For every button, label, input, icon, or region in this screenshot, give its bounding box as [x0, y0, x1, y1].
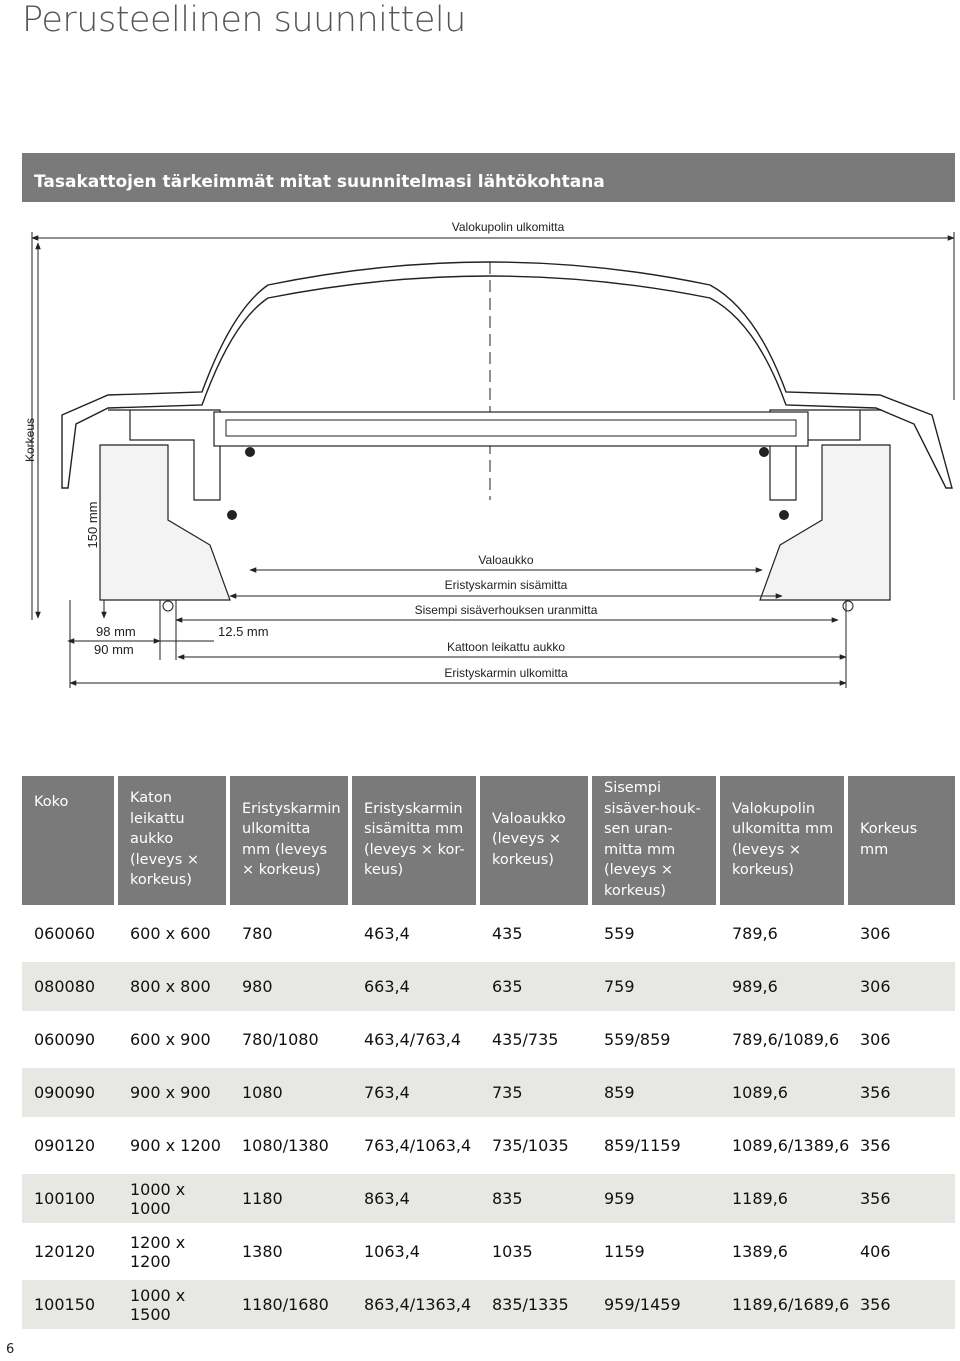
table-cell: 735/1035	[480, 1117, 592, 1170]
table-cell: 1063,4	[352, 1223, 480, 1276]
table-cell: 306	[848, 905, 955, 958]
table-cell: 356	[848, 1064, 955, 1117]
header-skylight-outer: Valokupolin ulkomitta mm (leveys × korkeus)	[720, 776, 848, 905]
table-cell: 1389,6	[720, 1223, 848, 1276]
table-cell: 080080	[22, 958, 118, 1011]
header-light-opening: Valoaukko (leveys × korkeus)	[480, 776, 592, 905]
table-row	[22, 905, 955, 958]
table-cell: 800 x 800	[118, 958, 230, 1011]
table-cell: 780	[230, 905, 352, 958]
dim-150-label: 150 mm	[85, 501, 100, 549]
table-cell: 406	[848, 1223, 955, 1276]
table-cell: 1380	[230, 1223, 352, 1276]
header-insulation-outer: Eristyskarmin ulkomitta mm (leveys × korkeus)	[230, 776, 352, 905]
table-row	[22, 1170, 955, 1223]
table-cell: 863,4	[352, 1170, 480, 1223]
header-size: Koko	[22, 776, 118, 905]
table-cell: 100100	[22, 1170, 118, 1223]
table-row	[22, 958, 955, 1011]
table-cell: 1089,6/1389,6	[720, 1117, 848, 1170]
dim-skylight-outer-label: Valokupolin ulkomitta	[451, 220, 565, 234]
header-roof-cut: Katon leikattu aukko (leveys × korkeus)	[118, 776, 230, 905]
table-cell: 559	[592, 905, 720, 958]
table-cell: 356	[848, 1170, 955, 1223]
table-cell: 1189,6	[720, 1170, 848, 1223]
table-cell: 1035	[480, 1223, 592, 1276]
dim-insulation-inner-label: Eristyskarmin sisämitta	[444, 578, 568, 592]
table-cell: 1080	[230, 1064, 352, 1117]
fixing-screw	[779, 510, 789, 520]
table-cell: 1180/1680	[230, 1276, 352, 1329]
table-cell: 463,4/763,4	[352, 1011, 480, 1064]
table-row	[22, 1223, 955, 1276]
table-cell: 859	[592, 1064, 720, 1117]
table-cell: 835	[480, 1170, 592, 1223]
table-cell: 959	[592, 1170, 720, 1223]
table-cell: 635	[480, 958, 592, 1011]
table-cell: 900 x 1200	[118, 1117, 230, 1170]
table-cell: 060090	[22, 1011, 118, 1064]
fixing-screw	[245, 447, 255, 457]
table-cell: 306	[848, 1011, 955, 1064]
table-cell: 435/735	[480, 1011, 592, 1064]
dim-insulation-outer-label: Eristyskarmin ulkomitta	[444, 666, 568, 680]
table-cell: 1000 x 1500	[118, 1276, 230, 1329]
table-cell: 780/1080	[230, 1011, 352, 1064]
section-heading: Tasakattojen tärkeimmät mitat suunnitelmasi lähtökohtana	[34, 172, 605, 192]
table-cell: 980	[230, 958, 352, 1011]
dim-roof-cut-label: Kattoon leikattu aukko	[446, 640, 566, 654]
table-cell: 1200 x 1200	[118, 1223, 230, 1276]
table-header-row	[22, 776, 955, 905]
table-cell: 356	[848, 1117, 955, 1170]
header-insulation-inner: Eristyskarmin sisämitta mm (leveys × kor-keus)	[352, 776, 480, 905]
table-cell: 959/1459	[592, 1276, 720, 1329]
skylight-cross-section-diagram	[0, 200, 960, 700]
table-cell: 435	[480, 905, 592, 958]
section-heading-bar	[22, 153, 955, 202]
table-cell: 763,4/1063,4	[352, 1117, 480, 1170]
table-cell: 900 x 900	[118, 1064, 230, 1117]
dim-height-label: Korkeus	[23, 417, 37, 463]
table-cell: 735	[480, 1064, 592, 1117]
dim-light-opening-label: Valoaukko	[478, 553, 534, 567]
table-cell: 863,4/1363,4	[352, 1276, 480, 1329]
table-cell: 090120	[22, 1117, 118, 1170]
table-cell: 600 x 900	[118, 1011, 230, 1064]
table-cell: 859/1159	[592, 1117, 720, 1170]
inner-glazing-pane	[226, 420, 796, 436]
dimensions-table	[22, 776, 955, 1329]
fixing-screw	[227, 510, 237, 520]
table-cell: 989,6	[720, 958, 848, 1011]
table-cell: 1180	[230, 1170, 352, 1223]
table-cell: 600 x 600	[118, 905, 230, 958]
dim-90-label: 90 mm	[94, 642, 134, 657]
dim-98-label: 98 mm	[96, 624, 136, 639]
table-cell: 1189,6/1689,6	[720, 1276, 848, 1329]
table-cell: 100150	[22, 1276, 118, 1329]
table-cell: 090090	[22, 1064, 118, 1117]
table-cell: 120120	[22, 1223, 118, 1276]
header-height: Korkeus mm	[848, 776, 955, 905]
table-cell: 789,6/1089,6	[720, 1011, 848, 1064]
table-cell: 060060	[22, 905, 118, 958]
reference-marker	[843, 601, 853, 611]
table-cell: 1089,6	[720, 1064, 848, 1117]
table-cell: 1159	[592, 1223, 720, 1276]
table-cell: 559/859	[592, 1011, 720, 1064]
table-cell: 759	[592, 958, 720, 1011]
table-cell: 463,4	[352, 905, 480, 958]
dim-12-5-label: 12.5 mm	[218, 624, 269, 639]
table-cell: 789,6	[720, 905, 848, 958]
table-row	[22, 1276, 955, 1329]
table-row	[22, 1064, 955, 1117]
table-cell: 1080/1380	[230, 1117, 352, 1170]
table-cell: 663,4	[352, 958, 480, 1011]
table-cell: 356	[848, 1276, 955, 1329]
dim-inner-lining-label: Sisempi sisäverhouksen uranmitta	[414, 603, 598, 617]
table-cell: 763,4	[352, 1064, 480, 1117]
table-cell: 1000 x 1000	[118, 1170, 230, 1223]
table-row	[22, 1011, 955, 1064]
reference-marker	[163, 601, 173, 611]
table-cell: 306	[848, 958, 955, 1011]
table-row	[22, 1117, 955, 1170]
table-cell: 835/1335	[480, 1276, 592, 1329]
header-inner-lining: Sisempi sisäver-houk-sen uran-mitta mm (leveys × korkeus)	[592, 776, 720, 905]
page-number: 6	[6, 1342, 15, 1357]
fixing-screw	[759, 447, 769, 457]
page-title: Perusteellinen suunnittelu	[22, 0, 466, 40]
